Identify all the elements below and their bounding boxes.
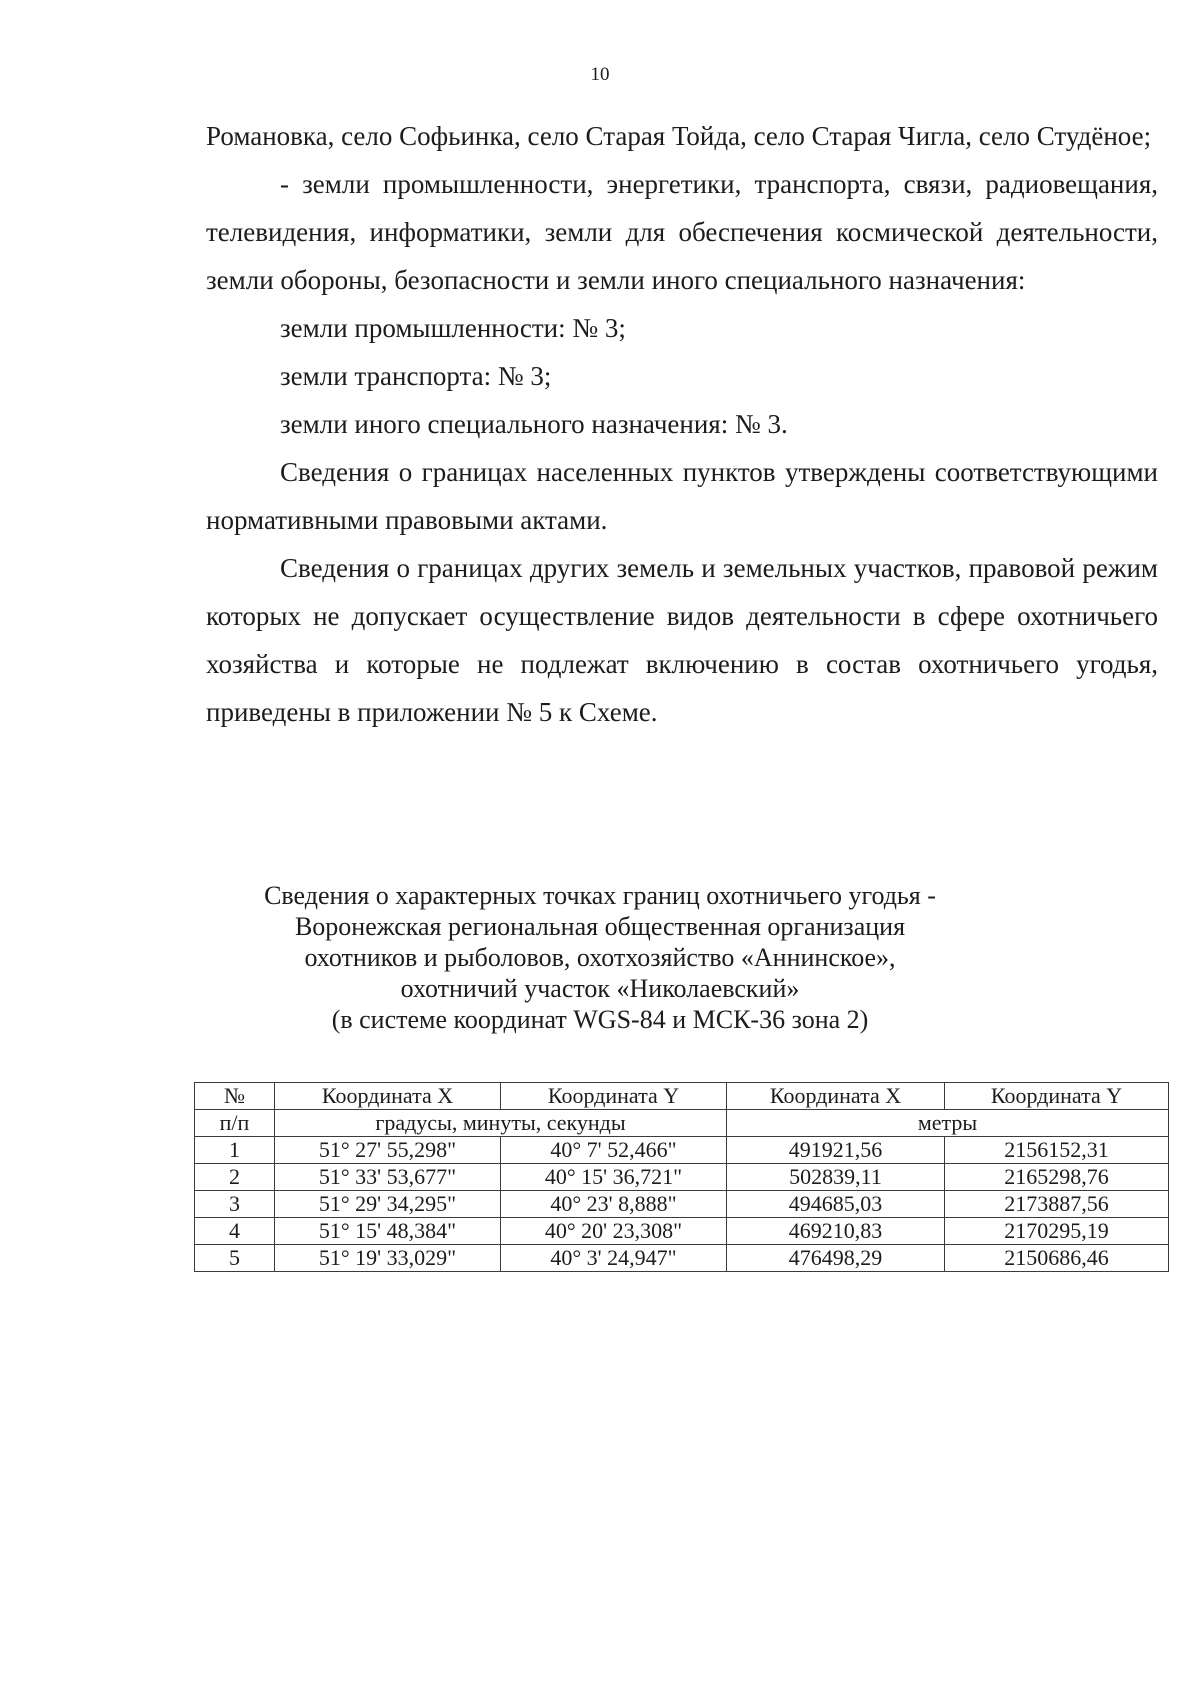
units-cell-meters: метры	[727, 1110, 1169, 1137]
table-title-line: (в системе координат WGS-84 и МСК-36 зона 2)	[331, 1005, 869, 1034]
cell-y-deg: 40° 20' 23,308"	[501, 1218, 727, 1245]
paragraph: Романовка, село Софьинка, село Старая Тойда, село Старая Чигла, село Студёное;	[206, 121, 1152, 151]
cell-y-deg: 40° 7' 52,466"	[501, 1137, 727, 1164]
table-units-row	[195, 1110, 1169, 1137]
coordinates-table	[194, 1082, 1169, 1272]
units-cell-degrees: градусы, минуты, секунды	[275, 1110, 727, 1137]
cell-y-m: 2165298,76	[945, 1164, 1169, 1191]
list-item: земли транспорта: № 3;	[280, 361, 552, 391]
paragraph: - земли промышленности, энергетики, транспорта, связи, радиовещания, телевидения, информатики, земли для обеспечения космической деятельности, земли обороны, безопасности и земли иного специального назначения:	[206, 169, 1158, 295]
cell-y-deg: 40° 15' 36,721"	[501, 1164, 727, 1191]
cell-num: 5	[195, 1245, 275, 1272]
list-item: земли иного специального назначения: № 3.	[280, 409, 788, 439]
paragraph: Сведения о границах других земель и земельных участков, правовой режим которых не допускает осуществление видов деятельности в сфере охотничьего хозяйства и которые не подлежат включению в состав охотничьего угодья, приведены в приложении № 5 к Схеме.	[206, 553, 1158, 727]
header-cell-x-deg: Координата X	[275, 1083, 501, 1110]
cell-y-m: 2173887,56	[945, 1191, 1169, 1218]
table-title-line: Воронежская региональная общественная организация	[294, 912, 906, 941]
cell-num: 1	[195, 1137, 275, 1164]
header-cell-x-m: Координата X	[727, 1083, 945, 1110]
table-title-line: охотников и рыболовов, охотхозяйство «Аннинское»,	[304, 943, 896, 972]
cell-x-deg: 51° 29' 34,295"	[275, 1191, 501, 1218]
cell-x-m: 494685,03	[727, 1191, 945, 1218]
cell-y-m: 2150686,46	[945, 1245, 1169, 1272]
header-cell-num-sub: п/п	[195, 1110, 275, 1137]
cell-x-m: 476498,29	[727, 1245, 945, 1272]
cell-x-deg: 51° 19' 33,029"	[275, 1245, 501, 1272]
table-title-line: охотничий участок «Николаевский»	[400, 974, 800, 1003]
table-title-line: Сведения о характерных точках границ охотничьего угодья -	[264, 881, 936, 910]
table-row	[195, 1245, 1169, 1272]
paragraph: Сведения о границах населенных пунктов утверждены соответствующими нормативными правовыми актами.	[206, 457, 1158, 535]
table-row	[195, 1218, 1169, 1245]
body-text	[206, 112, 1158, 736]
cell-x-deg: 51° 33' 53,677"	[275, 1164, 501, 1191]
cell-num: 3	[195, 1191, 275, 1218]
cell-y-deg: 40° 3' 24,947"	[501, 1245, 727, 1272]
header-cell-y-m: Координата Y	[945, 1083, 1169, 1110]
cell-y-deg: 40° 23' 8,888"	[501, 1191, 727, 1218]
cell-num: 2	[195, 1164, 275, 1191]
table-row	[195, 1164, 1169, 1191]
cell-num: 4	[195, 1218, 275, 1245]
list-item: земли промышленности: № 3;	[280, 313, 626, 343]
cell-y-m: 2170295,19	[945, 1218, 1169, 1245]
cell-x-m: 469210,83	[727, 1218, 945, 1245]
cell-y-m: 2156152,31	[945, 1137, 1169, 1164]
page-number: 10	[590, 64, 610, 85]
table-row	[195, 1191, 1169, 1218]
table-header-row	[195, 1083, 1169, 1110]
header-cell-num: №	[195, 1083, 275, 1110]
header-cell-y-deg: Координата Y	[501, 1083, 727, 1110]
cell-x-m: 491921,56	[727, 1137, 945, 1164]
table-title	[0, 880, 1200, 1035]
cell-x-deg: 51° 27' 55,298"	[275, 1137, 501, 1164]
cell-x-deg: 51° 15' 48,384"	[275, 1218, 501, 1245]
cell-x-m: 502839,11	[727, 1164, 945, 1191]
table-row	[195, 1137, 1169, 1164]
